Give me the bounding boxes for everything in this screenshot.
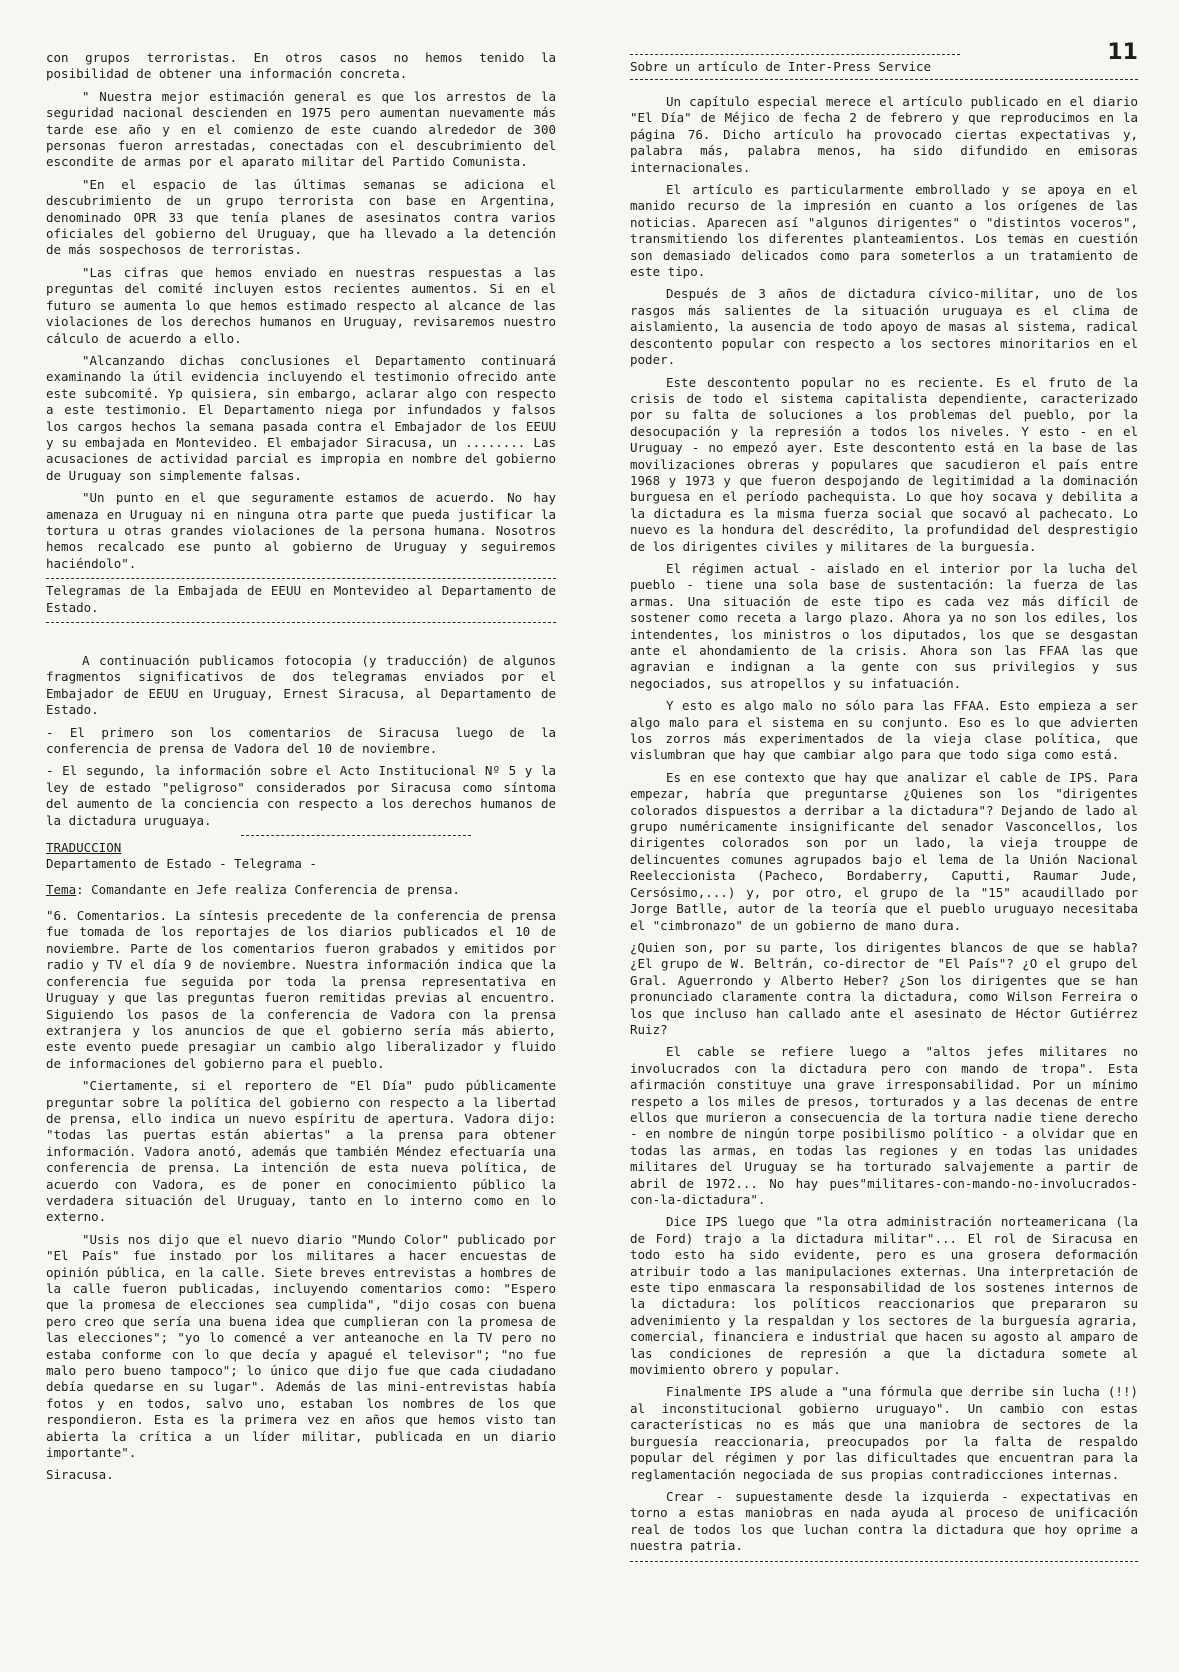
tema-text: : Comandante en Jefe realiza Conferencia de prensa. <box>76 882 460 898</box>
divider <box>630 79 1138 80</box>
paragraph: El cable se refiere luego a "altos jefes militares no involucrados con la dictadura pero con mando de tropa". Esta afirmación constituye una grave irresponsabilidad. Por un mínimo respeto a los miles de presos, torturados y a las decenas de entre ellos que murieron a consecuencia de la tortura nadie tiene derecho - en nombre de ningún torpe posibilismo político - a olvidar que en todas las armas, en todas las regiones y en todas las unidades militares del Uruguay se ha torturado salvajemente a partir de abril de 1972... No hay pues"militares-con-mando-no-involucrados-con-la-dictadura". <box>630 1044 1146 1207</box>
paragraph: con grupos terroristas. En otros casos no hemos tenido la posibilidad de obtener una información concreta. <box>46 50 564 82</box>
paragraph: Y esto es algo malo no sólo para las FFAA. Esto empieza a ser algo malo para el sistema en su conjunto. Eso es lo que advierten los zorros más experimentados de la vieja clase política, que vislumbran que hay que cambiar algo para que todo siga como está. <box>630 698 1146 763</box>
right-column <box>630 40 1146 1566</box>
paragraph: El régimen actual - aislado en el interior por la lucha del pueblo - tiene una sola base de sustentación: la fuerza de las armas. Una situación de este tipo es cada vez más difícil de sostener como receta a largo plazo. Ahora ya no son los ediles, los intendentes, los ministros o los diputados, los que se desgastan ante el ahondamiento de la crisis. Ahora son las FFAA las que agravian e indignan a la gente con sus privilegios y sus negociados, sus atropellos y su infatuación. <box>630 560 1146 691</box>
paragraph: Es en ese contexto que hay que analizar el cable de IPS. Para empezar, habría que preguntarse ¿Quienes son los "dirigentes colorados dispuestos a derribar a la dictadura"? Dejando de lado al grupo numéricamente insignificante del senador Vasconcellos, los dirigentes colorados son por un lado, la vieja trouppe de delincuentes comunes agrupados bajo el lema de la Unión Nacional Reeleccionista (Pacheco, Bordaberry, Caputti, Raumar Jude, Cersósimo,...) y, por otro, el grupo de la "15" acaudillado por Jorge Batlle, autor de la teoría que el pueblo uruguayo necesitaba el "cimbronazo" de un gobierno de mano dura. <box>630 769 1146 933</box>
paragraph: Finalmente IPS alude a "una fórmula que derribe sin lucha (!!) al inconstitucional gobierno uruguayo". Un cambio con estas características no es más que una maniobra de sectores de la burguesía reaccionaria, preocupados por la falta de respaldo popular del régimen y por las dificultades que encuentran para la reglamentación negociada de sus propias contradicciones internas. <box>630 1384 1146 1482</box>
paragraph: ¿Quien son, por su parte, los dirigentes blancos de que se habla? ¿El grupo de W. Beltrán, co-director de "El País"? ¿O el grupo del Gral. Aguerrondo y Alberto Heber? ¿Son los dirigentes que se han pronunciado claramente contra la dictadura, como Wilson Ferreira o los que incluso han callado ante el asesinato de Héctor Gutiérrez Ruiz? <box>630 939 1146 1037</box>
paragraph: "Un punto en el que seguramente estamos de acuerdo. No hay amenaza en Uruguay ni en ninguna otra parte que pueda justificar la tortura u otras grandes violaciones de la persona humana. Nosotros hemos recalcado ese punto al gobierno de Uruguay y seguiremos haciéndolo". <box>46 490 564 571</box>
divider <box>630 54 960 55</box>
left-column <box>46 50 564 1490</box>
paragraph: "En el espacio de las últimas semanas se adiciona el descubrimiento de un grupo terrorista con base en Argentina, denominado OPR 33 que tenía planes de asesinatos contra varios oficiales del gobierno del Uruguay, que ha llevado a la detención de más sospechosos de terroristas. <box>46 176 564 258</box>
paragraph: "Ciertamente, si el reportero de "El Día" pudo públicamente preguntar sobre la política del gobierno con respecto a la libertad de prensa, ello indica un nuevo espíritu de apertura. Vadora dijo: "todas las puertas están abiertas" a la prensa para obtener información. Vadora anotó, además que también Méndez efectuaría una conferencia de prensa. La intención de esta nueva política, de acuerdo con Vadora, es de poner en conocimiento público la verdadera situación del Uruguay, tanto en lo interno como en lo externo. <box>46 1078 564 1225</box>
paragraph: - El segundo, la información sobre el Acto Institucional Nº 5 y la ley de estado "peligroso" considerados por Siracusa como síntoma del aumento de la conciencia con respecto a los derechos humanos de la dictadura uruguaya. <box>46 763 564 828</box>
paragraph: "Usis nos dijo que el nuevo diario "Mundo Color" publicado por "El País" fue instado por los militares a hacer encuestas de opinión pública, en la calle. Siete breves entrevistas a hombres de la calle fueron publicadas, incluyendo comentarios como: "Espero que la promesa de elecciones sea cumplida", "dijo cosas con buena pero creo que sería una buena idea que cumplieran con la promesa de las elecciones"; "yo lo comencé a ver anteanoche en la TV pero no estaba conforme con lo que decía y apagué el televisor"; "no fue malo pero bueno tampoco"; lo único que dijo fue que cada ciudadano debía quedarse en su lugar". Además de las mini-entrevistas había fotos y en todos, salvo uno, estaban los nombres de los que respondieron. Esta es la primera vez en años que hemos visto tan abierta la crítica a un líder militar, publicada en un diario importante". <box>46 1231 564 1461</box>
paragraph: "Las cifras que hemos enviado en nuestras respuestas a las preguntas del comité incluyen estos recientes aumentos. Si en el futuro se aumenta lo que hemos estimado respecto al alcance de las violaciones de los derechos humanos en Uruguay, revisaremos nuestro cálculo de acuerdo a ello. <box>46 264 564 346</box>
section-title: Telegramas de la Embajada de EEUU en Montevideo al Departamento de Estado. <box>46 583 564 615</box>
paragraph: "6. Comentarios. La síntesis precedente de la conferencia de prensa fue tomada de los reportajes de los diarios publicados el 10 de noviembre. Parte de los comentarios fueron grabados y emitidos por radio y TV el día 9 de noviembre. Nuestra información indica que la conferencia fue seguida por toda la prensa representativa en Uruguay y que las preguntas fueron remitidas previas al encuentro. Siguiendo los pasos de la conferencia de Vadora con la prensa extranjera y los anuncios de que el gobierno sería más abierto, este evento puede presagiar un cambio algo liberalizador y fluido de informaciones del gobierno para el pueblo. <box>46 908 564 1071</box>
divider <box>630 1561 1138 1562</box>
paragraph: "Alcanzando dichas conclusiones el Departamento continuará examinando la útil evidencia incluyendo el testimonio ofrecido ante este subcomité. Yp quisiera, sin embargo, aclarar algo con respecto a este testimonio. El Departamento niega por infundados y falsos los cargos hechos la semana pasada contra el Embajador de los EEUU y su embajada en Montevideo. El embajador Siracusa, un ........ Las acusaciones de actividad parcial es impropia en nombre del gobierno de Uruguay son simplemente falsas. <box>46 352 564 483</box>
traduccion-label: TRADUCCION <box>46 840 122 856</box>
paragraph: Después de 3 años de dictadura cívico-militar, uno de los rasgos más salientes de la situación uruguaya es el clima de aislamiento, la ausencia de todo apoyo de masas al sistema, radical descontento popular con respecto a los sectores minoritarios en el poder. <box>630 286 1146 368</box>
signature: Siracusa. <box>46 1467 114 1483</box>
paragraph: Dice IPS luego que "la otra administración norteamericana (la de Ford) trajo a la dictadura militar"... El rol de Siracusa en todo esto ha sido evidente, pero es una grosera deformación atribuir todo a las manipulaciones externas. Una interpretación de este tipo enmascara la responsabilidad de los sostenes internos de la dictadura: los políticos reaccionarios que prepararon su advenimiento y la respaldan y los sectores de la burguesía agraria, comercial, financiera e industrial que hacen su agosto al amparo de las condiciones de represión a que la dictadura somete al movimiento obrero y popular. <box>630 1214 1146 1378</box>
divider <box>46 622 556 623</box>
divider <box>46 578 556 579</box>
paragraph: El artículo es particularmente embrollado y se apoya en el manido recurso de la impresión en cuanto a los orígenes de las noticias. Aparecen así "algunos dirigentes" o "distintos voceros", transmitiendo los diferentes planteamientos. Los temas en cuestión son demasiado delicados como para someterlos a un tratamiento de este tipo. <box>630 182 1146 280</box>
divider <box>241 835 471 836</box>
page-number: 11 <box>1107 40 1138 65</box>
paragraph: A continuación publicamos fotocopia (y traducción) de algunos fragmentos significativos de dos telegramas enviados por el Embajador de EEUU en Uruguay, Ernest Siracusa, al Departamento de Estado. <box>46 653 564 718</box>
paragraph: Un capítulo especial merece el artículo publicado en el diario "El Día" de Méjico de fecha 2 de febrero y que reproducimos en la página 76. Dicho artículo ha provocado ciertas expectativas y, palabra más, palabra menos, ha sido difundido en emisoras internacionales. <box>630 94 1146 175</box>
tema-label: Tema <box>46 882 77 898</box>
paragraph: Este descontento popular no es reciente. Es el fruto de la crisis de todo el sistema capitalista dependiente, caracterizado por su falta de soluciones a los problemas del pueblo, por la desocupación y la represión a todos los niveles. Y esto - en el Uruguay - no empezó ayer. Este descontento está en la base de las movilizaciones obreras y populares que sacudieron el país entre 1968 y 1973 y que fueron despojando de legitimidad a la dominación burguesa en el período pachequista. Lo que hoy socava y debilita a la dictadura es la misma fuerza social que socavó al pachecato. Lo nuevo es la hondura del descrédito, la profundidad del desprestigio de los dirigentes civiles y militares de la burguesía. <box>630 374 1146 554</box>
telegram-line: Departamento de Estado - Telegrama - <box>46 856 317 872</box>
column-header: Sobre un artículo de Inter-Press Service <box>630 59 932 74</box>
paragraph: Crear - supuestamente desde la izquierda - expectativas en torno a estas maniobras en nada ayuda al proceso de unificación real de todos los que luchan contra la dictadura que hoy oprime a nuestra patria. <box>630 1488 1146 1554</box>
paragraph: - El primero son los comentarios de Siracusa luego de la conferencia de prensa de Vadora del 10 de noviembre. <box>46 724 564 757</box>
paragraph: " Nuestra mejor estimación general es que los arrestos de la seguridad nacional descienden en 1975 pero aumentan nuevamente más tarde ese año y en el comienzo de este cuando alrededor de 300 personas fueron arrestadas, conectadas con el descubrimiento del escondite de armas por el aparato militar del Partido Comunista. <box>46 88 564 170</box>
